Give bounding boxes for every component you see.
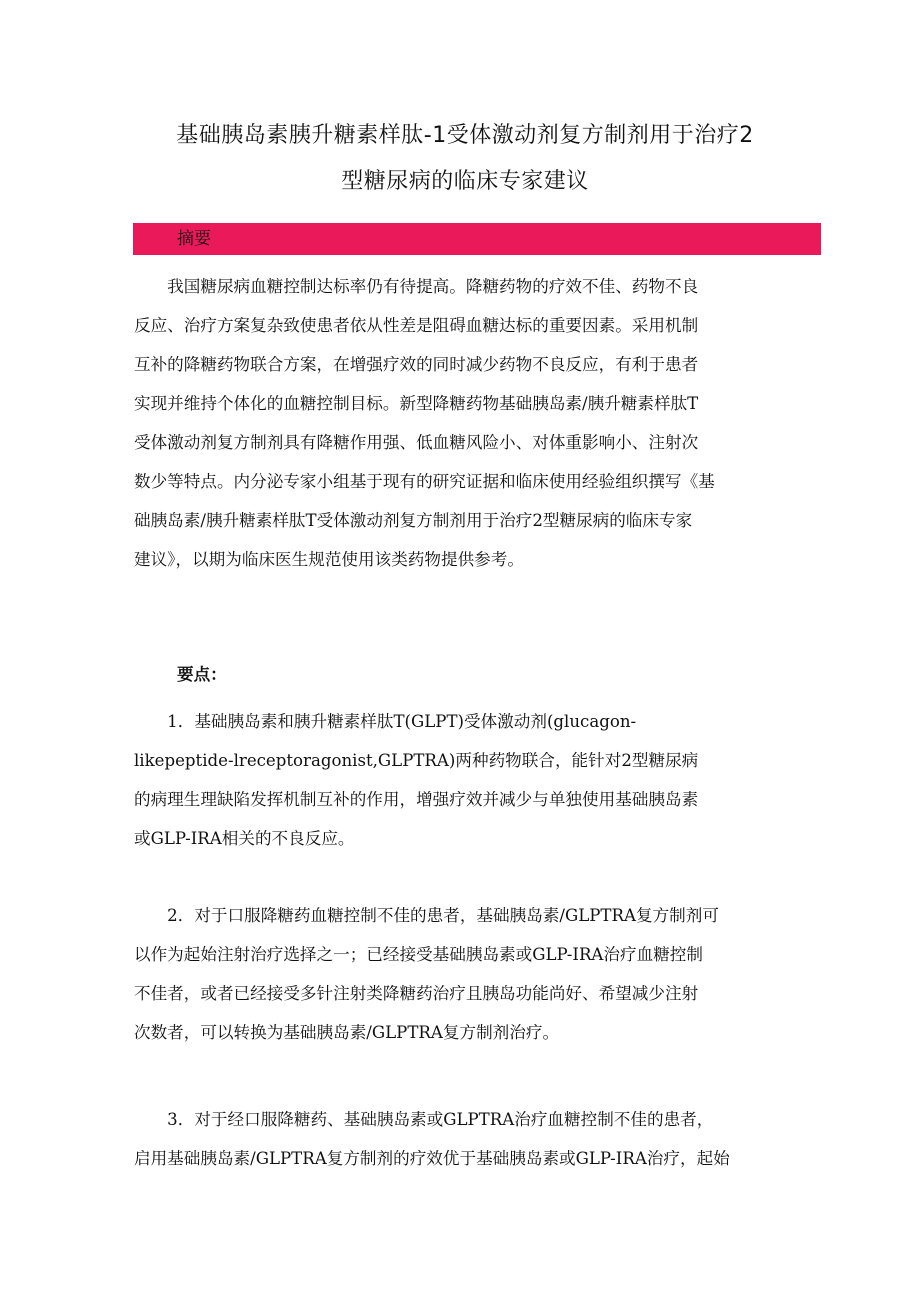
abstract-paragraph [134,267,824,579]
abstract-section-banner [133,223,821,255]
key-points-heading: 要点： [177,665,227,684]
text-line: 我国糖尿病血糖控制达标率仍有待提高。降糖药物的疗效不佳、药物不良 [134,277,699,296]
text-line: 2．对于口服降糖药血糖控制不佳的患者，基础胰岛素/GLPTRA复方制剂可 [134,906,719,925]
text-line: 3．对于经口服降糖药、基础胰岛素或GLPTRA治疗血糖控制不佳的患者， [134,1110,714,1129]
title-line: 基础胰岛素胰升糖素样肽-1受体激动剂复方制剂用于治疗2 [176,123,754,148]
title-line: 型糖尿病的临床专家建议 [341,169,589,194]
key-point-3 [134,1100,824,1178]
text-line: 数少等特点。内分泌专家小组基于现有的研究证据和临床使用经验组织撰写《基 [134,472,715,491]
text-line: 互补的降糖药物联合方案，在增强疗效的同时减少药物不良反应，有利于患者 [134,355,699,374]
key-point-1 [134,702,824,858]
text-line: 受体激动剂复方制剂具有降糖作用强、低血糖风险小、对体重影响小、注射次 [134,433,699,452]
text-line: 础胰岛素/胰升糖素样肽T受体激动剂复方制剂用于治疗2型糖尿病的临床专家 [134,511,693,530]
text-line: 或GLP-IRA相关的不良反应。 [134,829,355,848]
text-line: 的病理生理缺陷发挥机制互补的作用，增强疗效并减少与单独使用基础胰岛素 [134,790,699,809]
text-line: 实现并维持个体化的血糖控制目标。新型降糖药物基础胰岛素/胰升糖素样肽T [134,394,699,413]
document-title [120,113,810,205]
text-line: 启用基础胰岛素/GLPTRA复方制剂的疗效优于基础胰岛素或GLP-IRA治疗，起始 [134,1149,730,1168]
text-line: likepeptide-lreceptoragonist,GLPTRA)两种药物联合，能针对2型糖尿病 [134,751,699,770]
key-point-2 [134,896,824,1052]
text-line: 次数者，可以转换为基础胰岛素/GLPTRA复方制剂治疗。 [134,1023,560,1042]
text-line: 以作为起始注射治疗选择之一；已经接受基础胰岛素或GLP-IRA治疗血糖控制 [134,945,703,964]
text-line: 建议》，以期为临床医生规范使用该类药物提供参考。 [134,550,524,569]
section-heading: 摘要 [177,229,211,249]
text-line: 反应、治疗方案复杂致使患者依从性差是阻碍血糖达标的重要因素。采用机制 [134,316,699,335]
text-line: 1．基础胰岛素和胰升糖素样肽T(GLPT)受体激动剂(glucagon- [134,712,637,731]
text-line: 不佳者，或者已经接受多针注射类降糖药治疗且胰岛功能尚好、希望减少注射 [134,984,699,1003]
